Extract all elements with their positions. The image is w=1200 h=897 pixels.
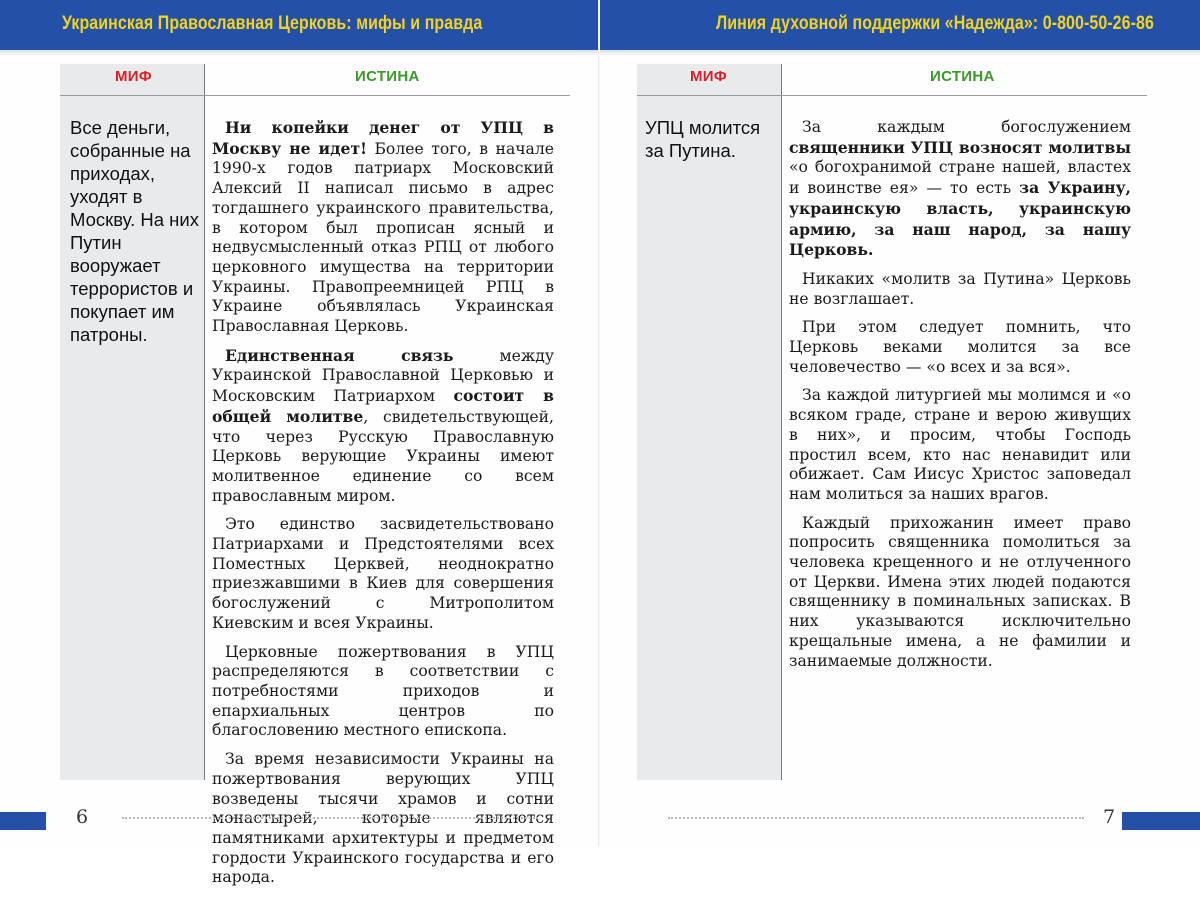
header-rule	[60, 95, 570, 96]
footer-dotted-rule	[122, 817, 538, 819]
right-page	[600, 0, 1200, 846]
footer-band	[1122, 812, 1200, 830]
header-rule	[637, 95, 1147, 96]
right-header-title: Линия духовной поддержки «Надежда»: 0-800-50-26-86	[716, 13, 1154, 34]
truth-paragraph: За каждым богослужением священники УПЦ возносят молитвы «о богохранимой стране нашей, властех и воинстве ея» — то есть за Украину, украинскую власть, украинскую армию, за наш народ, за нашу Церковь.	[789, 118, 1131, 260]
left-header-title: Украинская Православная Церковь: мифы и правда	[62, 13, 483, 34]
column-divider	[781, 64, 782, 780]
footer-dotted-rule	[668, 817, 1084, 819]
truth-paragraph: За каждой литургией мы молимся и «о всяком граде, стране и верою живущих в них», и просим, чтобы Господь простил всем, кто нас ненавидит или обижает. Сам Иисус Христос заповедал нам молиться за наших врагов.	[789, 386, 1131, 503]
column-divider	[204, 64, 205, 780]
myth-statement: УПЦ молится за Путина.	[645, 117, 761, 161]
truth-paragraph: Это единство засвидетельствовано Патриархами и Предстоятелями всех Поместных Церквей, неоднократно приезжавшими в Киев для совершения богослужений с Митрополитом Киевским и всея Украины.	[212, 515, 554, 632]
truth-paragraph: Никаких «молитв за Путина» Церковь не возглашает.	[789, 269, 1131, 308]
truth-paragraph: Каждый прихожанин имеет право попросить священника помолиться за человека крещенного и не отлученного от Церкви. Имена этих людей подаются священнику в поминальных записках. В них указываются исключительно крещальные имена, а не фамилии и занимаемые должности.	[789, 513, 1131, 670]
truth-paragraph: Церковные пожертвования в УПЦ распределяются в соответствии с потребностями приходов и епархиальных центров по благословению местного епископа.	[212, 642, 554, 740]
footer-band	[0, 812, 46, 830]
myth-statement: Все деньги, собранные на приходах, уходят в Москву. На них Путин вооружает террористов и покупает им патроны.	[70, 117, 199, 345]
truth-paragraph: Ни копейки денег от УПЦ в Москву не идет! Более того, в начале 1990-х годов патриарх Московский Алексий II написал письмо в адрес тогдашнего украинского правительства, в котором был прописан ясный и недвусмысленный отказ РПЦ от любого церковного имущества на территории Украины. Правопреемницей РПЦ в Украине объявлялась Украинская Православная Церковь.	[212, 118, 554, 336]
page-number: 7	[1103, 806, 1116, 828]
truth-column-heading: ИСТИНА	[355, 68, 420, 85]
truth-text	[789, 118, 1131, 680]
truth-column-heading: ИСТИНА	[930, 68, 995, 85]
truth-paragraph: При этом следует помнить, что Церковь веками молится за все человечество — «о всех и за вся».	[789, 318, 1131, 376]
page-number: 6	[76, 806, 89, 828]
truth-paragraph: Единственная связь между Украинской Православной Церковью и Московским Патриархом состоит в общей молитве, свидетельствующей, что через Русскую Православную Церковь верующие Украины имеют молитвенное единение со всем православным миром.	[212, 345, 554, 505]
left-page	[0, 0, 600, 887]
truth-text	[212, 118, 554, 897]
myth-column-heading: МИФ	[690, 68, 727, 85]
truth-paragraph: За время независимости Украины на пожертвования верующих УПЦ возведены тысячи храмов и сотни монастырей, которые являются памятниками архитектуры и предметом гордости Украинского государства и его народа.	[212, 750, 554, 887]
myth-column	[637, 64, 781, 780]
myth-column-heading: МИФ	[115, 68, 152, 85]
